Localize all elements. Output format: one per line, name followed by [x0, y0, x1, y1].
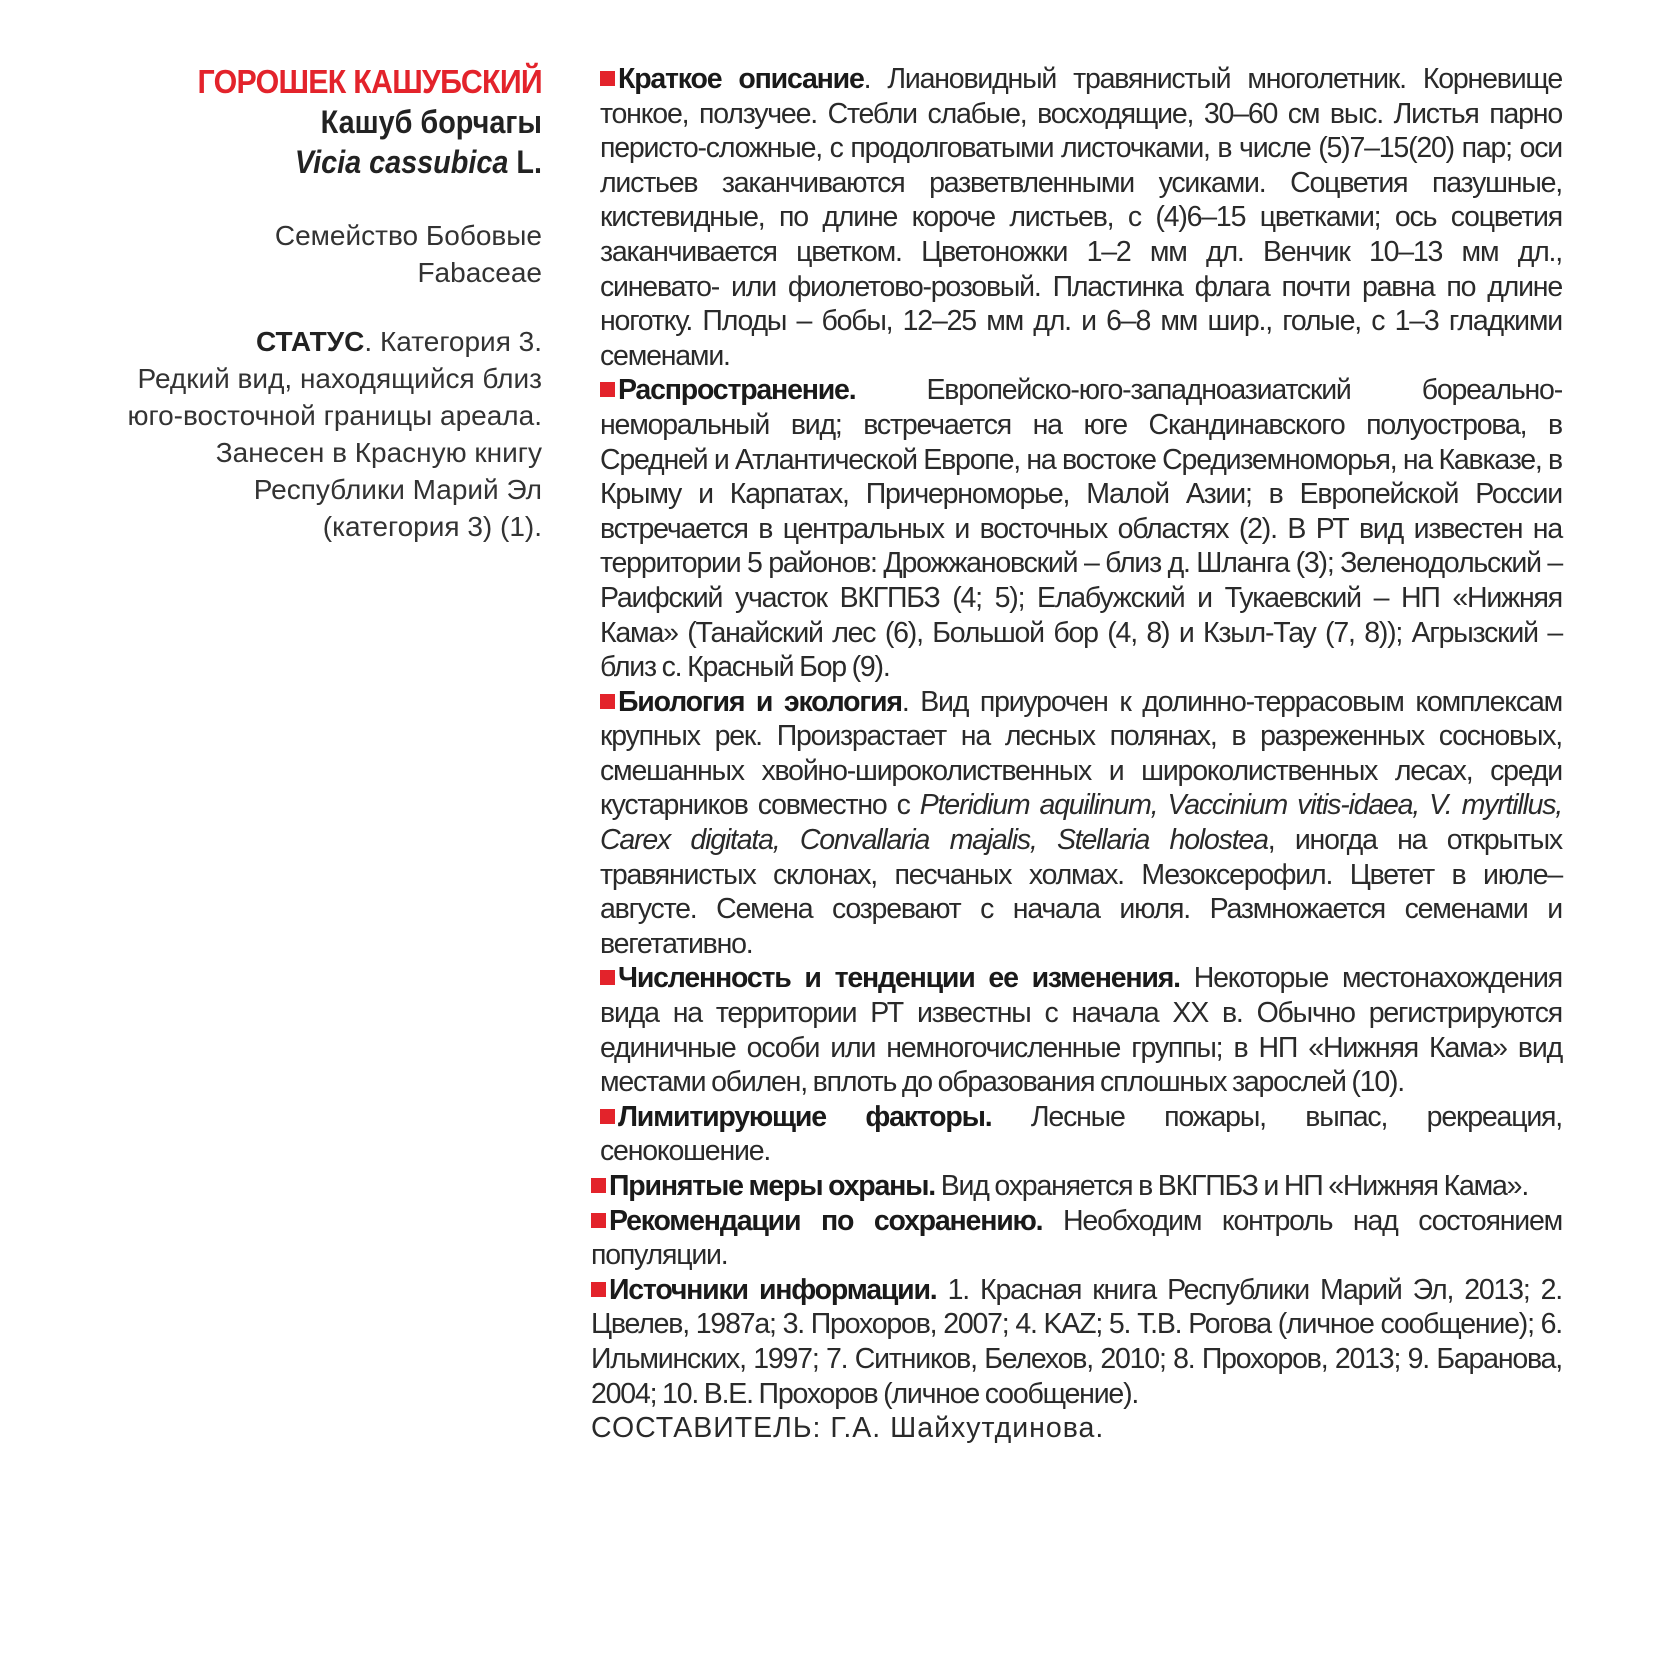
section-heading: Источники информации.	[609, 1273, 937, 1306]
section-heading: Распространение.	[618, 374, 856, 407]
status-line: Редкий вид, находящийся близ	[137, 363, 542, 394]
family-latin: Fabaceae	[417, 257, 542, 288]
red-square-bullet-icon	[591, 1282, 606, 1297]
red-square-bullet-icon	[600, 71, 615, 86]
section-text: , иногда на открытых травянистых склонах, песчаных холмах. Мезоксерофил. Цветет в июле–августе. Семена созревают с начала июля. Размножается семенами и вегетативно.	[600, 824, 1562, 960]
status-line: Занесен в Красную книгу	[215, 437, 542, 468]
section-heading: Биология и экология	[618, 685, 902, 718]
section-text: Вид охраняется в ВКГПБЗ и НП «Нижняя Кама».	[935, 1170, 1529, 1202]
heading-punct: .	[901, 685, 909, 718]
section-recommendations	[591, 1204, 1562, 1273]
latin-author: L.	[516, 144, 542, 180]
red-square-bullet-icon	[591, 1213, 606, 1228]
species-title-ru: ГОРОШЕК КАШУБСКИЙ	[197, 63, 542, 100]
section-text: Вид приурочен к долинно-террасовым комплексам крупных рек. Произрастает на лесных полянах, в разреженных сосновых, смешанных хвойно-широколиственных и широколиственных лесах, среди кустарников совместно с	[600, 685, 1562, 822]
species-header	[60, 62, 542, 545]
red-square-bullet-icon	[600, 1109, 615, 1124]
species-latin-name	[108, 142, 542, 182]
associated-species: Pteridium aquilinum, Vaccinium vitis-idaea, V. myrtillus, Carex digitata, Convallaria majalis, Stellaria holostea	[600, 789, 1563, 857]
status-line: Республики Марий Эл	[253, 474, 542, 505]
family-ru: Семейство Бобовые	[274, 220, 542, 251]
red-square-bullet-icon	[600, 694, 615, 709]
section-text: Лесные пожары, выпас, рекреация, сенокошение.	[600, 1100, 1562, 1168]
red-square-bullet-icon	[591, 1178, 606, 1193]
species-title-local: Кашуб борчагы	[320, 104, 542, 140]
section-text: Необходим контроль над состоянием популяции.	[591, 1204, 1562, 1272]
section-limiting-factors	[600, 1100, 1562, 1169]
section-protection-measures	[591, 1169, 1562, 1204]
composer-line	[591, 1411, 1562, 1446]
section-sources	[591, 1273, 1562, 1411]
section-population	[600, 961, 1562, 1099]
status-category: . Категория 3.	[364, 326, 542, 357]
red-square-bullet-icon	[600, 382, 615, 397]
section-distribution	[600, 373, 1562, 684]
heading-punct: .	[863, 63, 871, 95]
latin-genus-species: Vicia cassubica	[294, 144, 509, 180]
section-description	[600, 62, 1562, 373]
status-label: СТАТУС	[255, 326, 365, 357]
section-text: Европейско-юго-западноазиатский бореально-неморальный вид; встречается на юге Скандинавского полуострова, в Средней и Атлантической Европе, на востоке Средиземноморья, на Кавказе, в Крыму и Карпатах, Причерноморье, Малой Азии; в Европейской России встречается в центральных и восточных областях (2). В РТ вид известен на территории 5 районов: Дрожжановский – близ д. Шланга (3); Зеленодольский – Раифский участок ВКГПБЗ (4; 5); Елабужский и Тукаевский – НП «Нижняя Кама» (Танайский лес (6), Большой бор (4, 8) и Кзыл-Тау (7, 8)); Агрызский – близ с. Красный Бор (9).	[600, 374, 1562, 684]
section-heading: Принятые меры охраны.	[609, 1170, 936, 1202]
section-heading: Рекомендации по сохранению.	[609, 1204, 1043, 1237]
section-biology-ecology	[600, 685, 1562, 962]
status-line: юго-восточной границы ареала.	[127, 400, 542, 431]
section-text: 1. Красная книга Республики Марий Эл, 2013; 2. Цвелев, 1987а; 3. Прохоров, 2007; 4. KAZ; 5. Т.В. Рогова (личное сообщение); 6. Ильминских, 1997; 7. Ситников, Белехов, 2010; 8. Прохоров, 2013; 9. Баранова, 2004; 10. В.Е. Прохоров (личное сообщение).	[591, 1273, 1562, 1410]
status-block	[60, 323, 542, 545]
section-heading: Лимитирующие факторы.	[618, 1100, 992, 1133]
section-text: Лиановидный травянистый многолетник. Корневище тонкое, ползучее. Стебли слабые, восходящие, 30–60 см выс. Листья парно перисто-сложные, с продолговатыми листочками, в числе (5)7–15(20) пар; оси листьев заканчиваются разветвленными усиками. Соцветия пазушные, кистевидные, по длине короче листьев, с (4)6–15 цветками; ось соцветия заканчивается цветком. Цветоножки 1–2 мм дл. Венчик 10–13 мм дл., синевато- или фиолетово-розовый. Пластинка флага почти равна по длине ноготку. Плоды – бобы, 12–25 мм дл. и 6–8 мм шир., голые, с 1–3 гладкими семенами.	[600, 63, 1562, 372]
family-block	[60, 217, 542, 291]
section-text: Некоторые местонахождения вида на территории РТ известны с начала XX в. Обычно регистрируются единичные особи или немногочисленные группы; в НП «Нижняя Кама» вид местами обилен, вплоть до образования сплошных зарослей (10).	[600, 962, 1562, 1099]
section-heading: Краткое описание	[618, 63, 864, 95]
species-article	[591, 62, 1563, 1446]
section-heading: Численность и тенденции ее изменения.	[618, 962, 1180, 995]
red-square-bullet-icon	[600, 970, 615, 985]
composer-name: Г.А. Шайхутдинова.	[821, 1412, 1105, 1445]
status-line: (категория 3) (1).	[322, 511, 542, 542]
composer-label: СОСТАВИТЕЛЬ:	[591, 1412, 822, 1445]
